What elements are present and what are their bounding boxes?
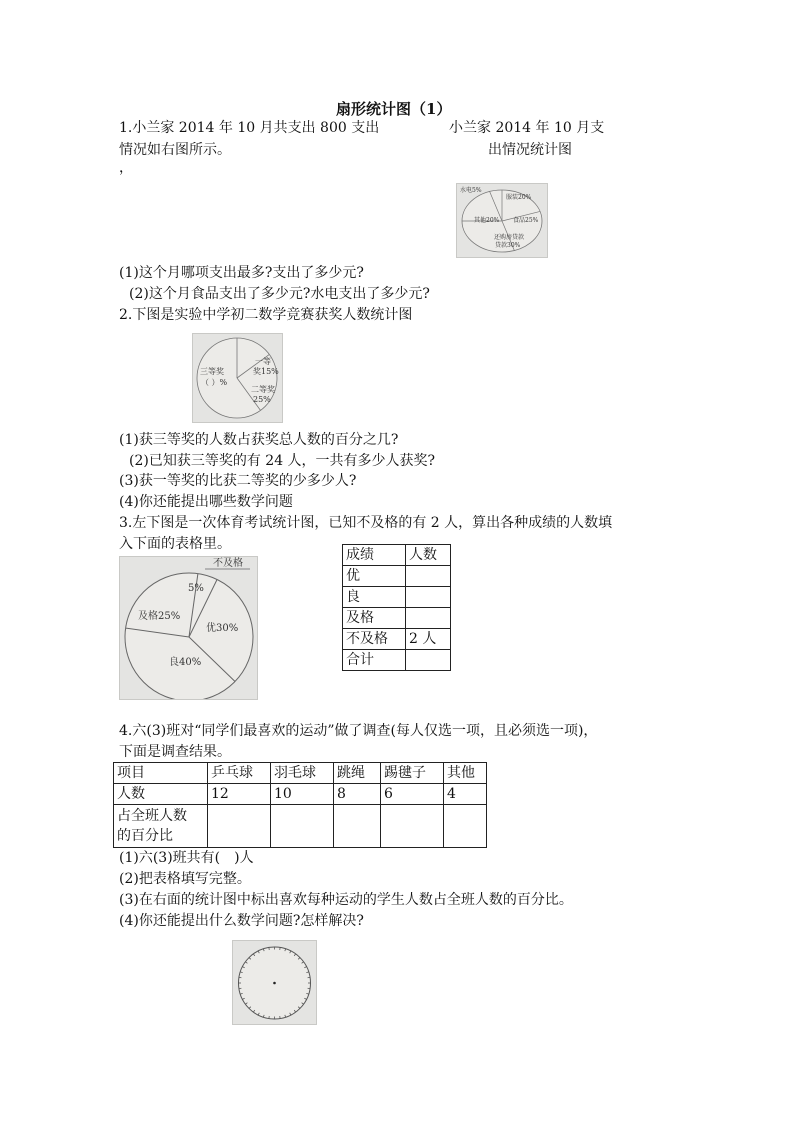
pie2-label-third: 三等奖	[200, 367, 224, 376]
table-row	[343, 629, 451, 650]
pie3-label-excellent: 优30%	[206, 623, 239, 634]
q3-line2: 入下面的表格里。	[119, 536, 231, 552]
pie1-label-mortgage: 还购房贷款	[494, 234, 525, 241]
q2-sub4: (4)你还能提出哪些数学问题	[119, 494, 293, 510]
q4-sub4: (4)你还能提出什么数学问题?怎样解决?	[119, 913, 364, 929]
table-row	[343, 650, 451, 671]
pie2-label-second-b: 25%	[253, 395, 271, 404]
table-header: 踢毽子	[381, 763, 444, 784]
q2-sub2: (2)已知获三等奖的有 24 人，一共有多少人获奖?	[129, 453, 436, 469]
blank-pie-chart	[232, 940, 317, 1025]
table-row	[343, 566, 451, 587]
table-header: 跳绳	[334, 763, 381, 784]
table-row	[343, 587, 451, 608]
pie3-label-pass: 及格25%	[138, 611, 181, 622]
pie3-label-good: 良40%	[169, 657, 202, 668]
table-header-row	[114, 763, 487, 784]
q1-line2: 情况如右图所示。	[119, 142, 231, 158]
stray-mark: ，	[119, 160, 133, 176]
table-cell: 4	[444, 784, 487, 805]
q4-sub3: (3)在右面的统计图中标出喜欢每种运动的学生人数占全班人数的百分比。	[119, 892, 573, 908]
table-cell: 8	[334, 784, 381, 805]
pie1-label-food: 食品25%	[513, 217, 539, 224]
answer-cell	[406, 650, 451, 671]
award-pie-chart	[192, 333, 283, 423]
answer-cell	[444, 805, 487, 848]
q2-sub1: (1)获三等奖的人数占获奖总人数的百分之几?	[119, 432, 399, 448]
table-cell: 优	[343, 566, 406, 587]
q1-chart-title-line1: 小兰家 2014 年 10 月支	[449, 120, 605, 136]
row-label-line1: 占全班人数	[117, 808, 187, 824]
table-cell	[114, 805, 208, 848]
exam-pie-chart	[119, 556, 258, 700]
answer-cell	[381, 805, 444, 848]
table-row	[114, 805, 487, 848]
pie3-callout-fail: 不及格	[213, 558, 243, 569]
center-dot	[273, 982, 276, 985]
pie2-label-first-a: 一等	[255, 357, 271, 366]
pie1-label-mortgage-pct: 贷款30%	[495, 242, 521, 249]
table-header: 其他	[444, 763, 487, 784]
score-table	[342, 544, 451, 671]
answer-cell	[406, 587, 451, 608]
q1-chart-title-line2: 出情况统计图	[488, 142, 572, 158]
table-cell: 10	[271, 784, 334, 805]
table-cell: 12	[208, 784, 271, 805]
page-title: 扇形统计图（1）	[336, 100, 452, 118]
q3-line1: 3.左下图是一次体育考试统计图，已知不及格的有 2 人，算出各种成绩的人数填	[119, 515, 613, 531]
expense-pie-chart	[456, 183, 548, 258]
table-cell: 6	[381, 784, 444, 805]
q2-sub3: (3)获一等奖的比获二等奖的少多少人?	[119, 473, 357, 489]
answer-cell	[406, 566, 451, 587]
q1-line1: 1.小兰家 2014 年 10 月共支出 800 支出	[119, 120, 380, 136]
row-label-line2: 的百分比	[117, 828, 173, 844]
answer-cell	[271, 805, 334, 848]
table-header: 人数	[406, 545, 451, 566]
table-header: 成绩	[343, 545, 406, 566]
table-header: 乒乓球	[208, 763, 271, 784]
pie3-label-fail: 5%	[188, 583, 204, 594]
q1-sub2: (2)这个月食品支出了多少元?水电支出了多少元?	[129, 286, 430, 302]
pie1-label-water: 水电5%	[460, 187, 482, 194]
table-header: 项目	[114, 763, 208, 784]
table-cell: 及格	[343, 608, 406, 629]
table-header-row	[343, 545, 451, 566]
pie2-label-third-pct: （ ）%	[201, 378, 228, 387]
table-row	[343, 608, 451, 629]
table-cell: 不及格	[343, 629, 406, 650]
answer-cell	[334, 805, 381, 848]
answer-cell	[406, 608, 451, 629]
pie2-label-second-a: 二等奖	[251, 385, 275, 394]
q1-sub1: (1)这个月哪项支出最多?支出了多少元?	[119, 265, 364, 281]
answer-cell	[208, 805, 271, 848]
q4-line2: 下面是调查结果。	[119, 744, 231, 760]
pie2-label-first-b: 奖15%	[253, 367, 279, 376]
sport-table	[113, 762, 487, 848]
q4-line1: 4.六(3)班对“同学们最喜欢的运动”做了调查(每人仅选一项，且必须选一项)，	[119, 723, 598, 739]
table-cell: 合计	[343, 650, 406, 671]
table-cell: 良	[343, 587, 406, 608]
pie1-label-other: 其他20%	[474, 217, 500, 224]
table-cell: 人数	[114, 784, 208, 805]
answer-cell: 2 人	[406, 629, 451, 650]
q4-sub1: (1)六(3)班共有( )人	[119, 850, 254, 866]
pie1-label-clothing: 服装20%	[506, 194, 532, 201]
q4-sub2: (2)把表格填写完整。	[119, 871, 251, 887]
table-row	[114, 784, 487, 805]
table-header: 羽毛球	[271, 763, 334, 784]
q2-line1: 2.下图是实验中学初二数学竞赛获奖人数统计图	[119, 307, 413, 323]
